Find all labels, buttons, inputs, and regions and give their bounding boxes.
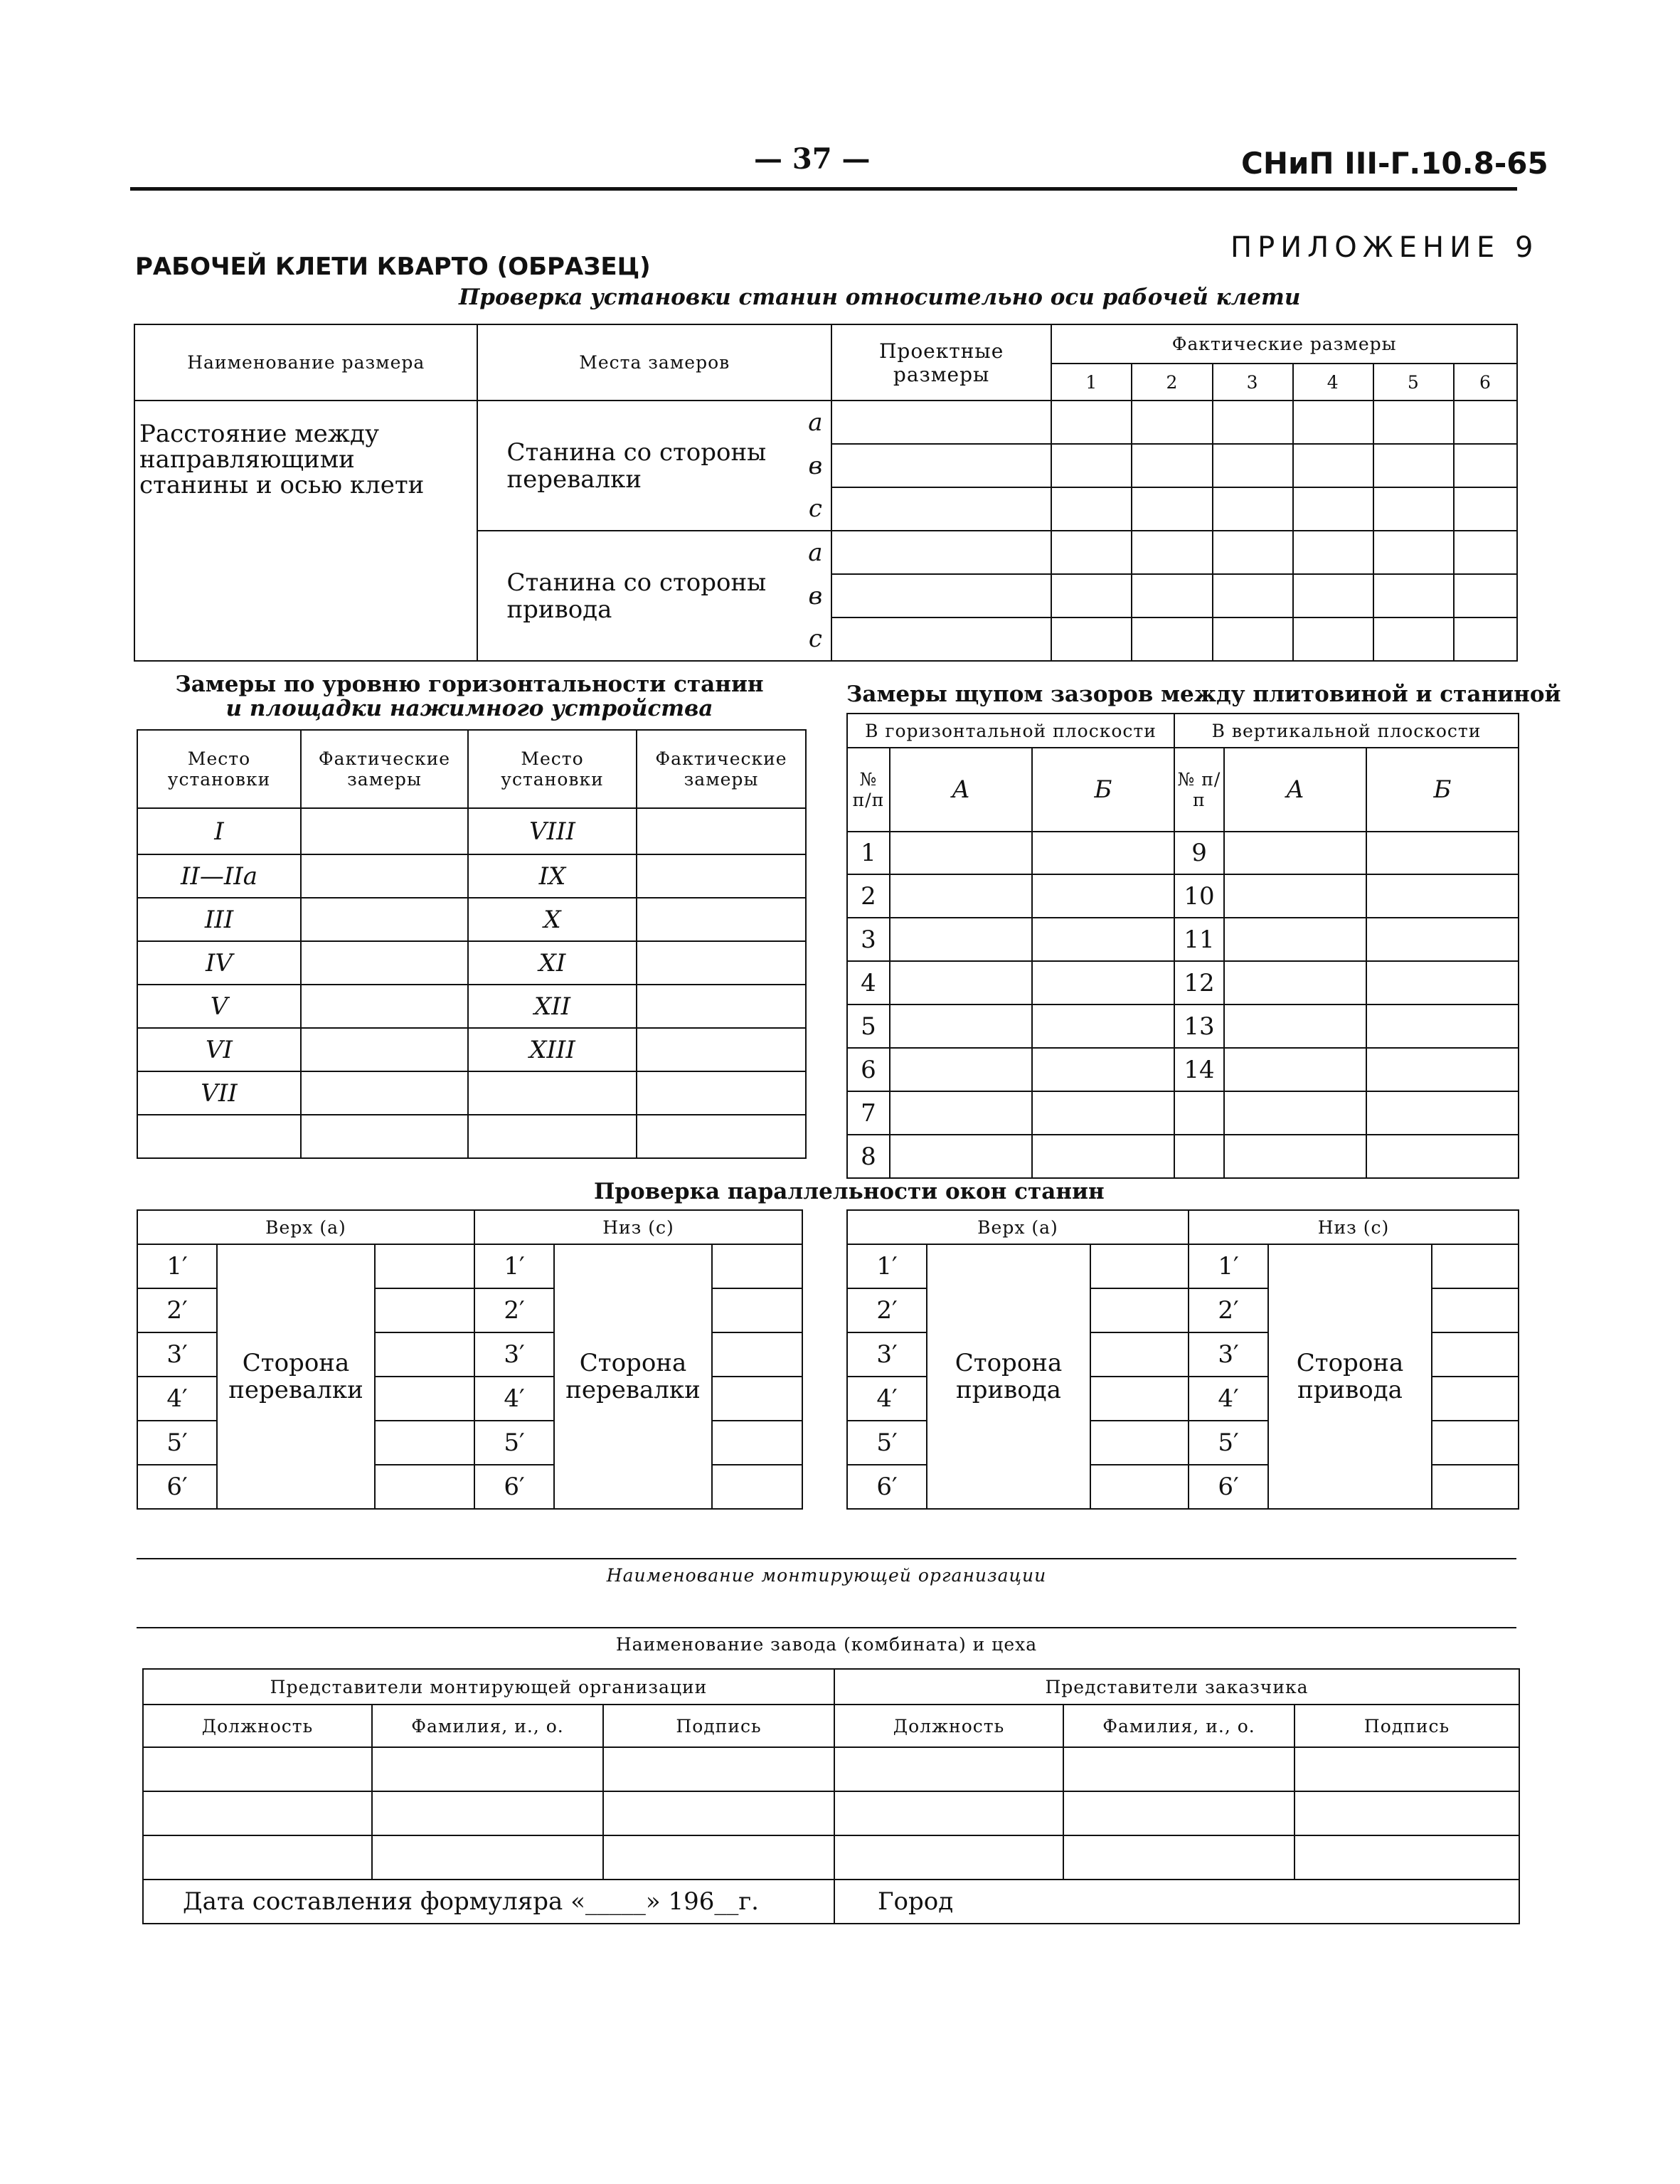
parallel-cell[interactable]	[375, 1332, 474, 1377]
parallel-cell[interactable]	[1090, 1421, 1189, 1465]
project-cell[interactable]	[831, 531, 1051, 574]
actual-col-1: 1	[1051, 364, 1132, 401]
place-mark: V	[137, 985, 301, 1028]
table4-caption: Проверка параллельности окон станин	[594, 1179, 1105, 1204]
actual-col-4: 4	[1293, 364, 1373, 401]
parallelism-drive-table	[846, 1209, 1519, 1510]
gap-cell[interactable]	[890, 1091, 1032, 1135]
gap-cell[interactable]	[1366, 1091, 1519, 1135]
point-a: а	[800, 531, 831, 574]
horizontal-plane-header: В горизонтальной плоскости	[847, 714, 1174, 748]
org-name-label: Наименование монтирующей организации	[606, 1565, 1047, 1586]
table2-caption	[135, 672, 804, 721]
table2-caption-line1: Замеры по уровню горизонтальности станин	[175, 672, 764, 697]
gap-cell[interactable]	[1032, 1135, 1174, 1178]
col-header-name: Фамилия, и., о.	[1063, 1705, 1294, 1747]
place-mark: IX	[468, 854, 637, 898]
parallel-cell[interactable]	[712, 1465, 802, 1509]
row-num: 11	[1174, 918, 1224, 961]
measure-cell[interactable]	[301, 941, 468, 985]
measure-cell[interactable]	[637, 1028, 806, 1071]
parallel-cell[interactable]	[712, 1377, 802, 1421]
parallel-cell[interactable]	[1090, 1332, 1189, 1377]
row-num: 2	[847, 874, 890, 918]
parallel-cell[interactable]	[1432, 1377, 1519, 1421]
col-header-a: А	[1224, 748, 1366, 832]
parallelism-rolling-table	[137, 1209, 803, 1510]
actual-col-2: 2	[1132, 364, 1212, 401]
point-c: с	[800, 487, 831, 531]
parallel-cell[interactable]	[712, 1244, 802, 1288]
actual-cell[interactable]	[1051, 617, 1132, 661]
point-c: с	[800, 617, 831, 661]
actual-cell[interactable]	[1454, 487, 1517, 531]
mark: 3′	[137, 1332, 217, 1377]
project-cell[interactable]	[831, 444, 1051, 487]
col-header-b: Б	[1366, 748, 1519, 832]
col-header-num: № п/п	[1174, 748, 1224, 832]
appendix-label: ПРИЛОЖЕНИЕ 9	[1230, 231, 1539, 264]
row-num: 6	[847, 1048, 890, 1091]
actual-cell[interactable]	[1293, 617, 1373, 661]
horizontality-table	[137, 729, 807, 1159]
actual-col-5: 5	[1373, 364, 1454, 401]
col-header-signature: Подпись	[1294, 1705, 1519, 1747]
measure-cell[interactable]	[301, 854, 468, 898]
row-num	[1174, 1135, 1224, 1178]
actual-cell[interactable]	[1051, 531, 1132, 574]
vertical-plane-header: В вертикальной плоскости	[1174, 714, 1519, 748]
parallel-cell[interactable]	[1432, 1244, 1519, 1288]
sign-cell[interactable]	[603, 1835, 834, 1880]
row-num: 1	[847, 832, 890, 874]
gap-cell[interactable]	[1224, 1135, 1366, 1178]
mark: 1′	[474, 1244, 554, 1288]
sign-cell[interactable]	[834, 1747, 1063, 1791]
place-mark	[137, 1115, 301, 1158]
side-drive-top: Сторона привода	[927, 1244, 1090, 1509]
actual-cell[interactable]	[1293, 487, 1373, 531]
col-header-name: Фамилия, и., о.	[372, 1705, 603, 1747]
col-header-a: А	[890, 748, 1032, 832]
top-header: Верх (а)	[847, 1210, 1189, 1244]
mark: 5′	[137, 1421, 217, 1465]
gap-cell[interactable]	[1032, 918, 1174, 961]
parallel-cell[interactable]	[1090, 1465, 1189, 1509]
col-header-actual-sizes: Фактические размеры	[1051, 324, 1517, 364]
place-mark: XI	[468, 941, 637, 985]
actual-cell[interactable]	[1132, 531, 1212, 574]
row-num: 10	[1174, 874, 1224, 918]
project-cell[interactable]	[831, 617, 1051, 661]
place-mark: XIII	[468, 1028, 637, 1071]
mark: 5′	[474, 1421, 554, 1465]
parallel-cell[interactable]	[712, 1421, 802, 1465]
plant-name-line[interactable]	[137, 1627, 1516, 1628]
table2-caption-line2: и площадки нажимного устройства	[225, 696, 713, 721]
sign-cell[interactable]	[1294, 1835, 1519, 1880]
place-mark: XII	[468, 985, 637, 1028]
plant-name-label: Наименование завода (комбината) и цеха	[615, 1634, 1038, 1655]
mark: 6′	[137, 1465, 217, 1509]
sign-cell[interactable]	[372, 1791, 603, 1835]
row-num: 8	[847, 1135, 890, 1178]
gap-cell[interactable]	[1224, 918, 1366, 961]
mark: 4′	[137, 1377, 217, 1421]
actual-cell[interactable]	[1132, 444, 1212, 487]
actual-cell[interactable]	[1051, 401, 1132, 444]
actual-cell[interactable]	[1293, 401, 1373, 444]
actual-cell[interactable]	[1213, 531, 1293, 574]
parallel-cell[interactable]	[1432, 1465, 1519, 1509]
sign-cell[interactable]	[372, 1747, 603, 1791]
gap-cell[interactable]	[1366, 918, 1519, 961]
actual-cell[interactable]	[1051, 444, 1132, 487]
place-mark	[468, 1115, 637, 1158]
sign-cell[interactable]	[1063, 1835, 1294, 1880]
gap-cell[interactable]	[890, 961, 1032, 1004]
mark: 2′	[137, 1288, 217, 1332]
sign-cell[interactable]	[603, 1747, 834, 1791]
row-num: 3	[847, 918, 890, 961]
date-field[interactable]: Дата составления формуляра «_____» 196__г.	[143, 1880, 834, 1924]
measure-cell[interactable]	[637, 898, 806, 941]
gap-cell[interactable]	[1366, 832, 1519, 874]
gap-cell[interactable]	[890, 1048, 1032, 1091]
actual-cell[interactable]	[1454, 444, 1517, 487]
gap-cell[interactable]	[1224, 874, 1366, 918]
gap-cell[interactable]	[890, 1004, 1032, 1048]
actual-cell[interactable]	[1132, 617, 1212, 661]
actual-cell[interactable]	[1454, 617, 1517, 661]
actual-cell[interactable]	[1051, 487, 1132, 531]
place-mark: III	[137, 898, 301, 941]
parallel-cell[interactable]	[1432, 1421, 1519, 1465]
parallel-cell[interactable]	[712, 1288, 802, 1332]
actual-cell[interactable]	[1373, 444, 1454, 487]
actual-cell[interactable]	[1132, 487, 1212, 531]
mark: 3′	[474, 1332, 554, 1377]
signatures-table	[142, 1668, 1520, 1924]
col-header-measure-places: Места замеров	[477, 324, 831, 401]
place-mark: VII	[137, 1071, 301, 1115]
gap-cell[interactable]	[1032, 961, 1174, 1004]
row-num: 4	[847, 961, 890, 1004]
sign-cell[interactable]	[603, 1791, 834, 1835]
mark: 1′	[847, 1244, 927, 1288]
mark: 6′	[847, 1465, 927, 1509]
actual-cell[interactable]	[1293, 531, 1373, 574]
place-mark: VI	[137, 1028, 301, 1071]
feeler-gauge-table	[846, 713, 1519, 1179]
parallel-cell[interactable]	[1090, 1244, 1189, 1288]
sign-cell[interactable]	[834, 1835, 1063, 1880]
gap-cell[interactable]	[1366, 961, 1519, 1004]
place-mark: IV	[137, 941, 301, 985]
sign-cell[interactable]	[1063, 1791, 1294, 1835]
bottom-header: Низ (с)	[1189, 1210, 1519, 1244]
group-rolling-side: Станина со стороны перевалки	[477, 401, 799, 531]
sign-cell[interactable]	[372, 1835, 603, 1880]
sign-cell[interactable]	[143, 1747, 372, 1791]
place-mark: VIII	[468, 808, 637, 854]
row-num: 5	[847, 1004, 890, 1048]
mark: 4′	[847, 1377, 927, 1421]
customer-reps-header: Представители заказчика	[834, 1669, 1519, 1705]
actual-col-3: 3	[1213, 364, 1293, 401]
measure-cell[interactable]	[301, 808, 468, 854]
row-num: 14	[1174, 1048, 1224, 1091]
gap-cell[interactable]	[1224, 1004, 1366, 1048]
col-header-size-name: Наименование размера	[134, 324, 477, 401]
actual-cell[interactable]	[1213, 444, 1293, 487]
col-header-num: № п/п	[847, 748, 890, 832]
table1-caption: Проверка установки станин относительно оси рабочей клети	[459, 285, 1301, 310]
side-rolling-bottom: Сторона перевалки	[554, 1244, 712, 1509]
header-rule	[130, 187, 1517, 191]
actual-cell[interactable]	[1454, 401, 1517, 444]
sign-cell[interactable]	[1294, 1791, 1519, 1835]
parallel-cell[interactable]	[1090, 1288, 1189, 1332]
col-header-place-right: Место установки	[468, 730, 637, 808]
col-header-actual-right: Фактические замеры	[637, 730, 806, 808]
actual-cell[interactable]	[1132, 401, 1212, 444]
col-header-position: Должность	[143, 1705, 372, 1747]
measure-cell[interactable]	[637, 985, 806, 1028]
city-field[interactable]: Город	[834, 1880, 1519, 1924]
doc-code: СНиП III-Г.10.8-65	[1241, 146, 1548, 181]
gap-cell[interactable]	[890, 918, 1032, 961]
measure-cell[interactable]	[637, 941, 806, 985]
actual-cell[interactable]	[1213, 617, 1293, 661]
side-rolling-top: Сторона перевалки	[217, 1244, 375, 1509]
gap-cell[interactable]	[890, 874, 1032, 918]
parallel-cell[interactable]	[375, 1244, 474, 1288]
measure-cell[interactable]	[301, 1071, 468, 1115]
measure-cell[interactable]	[637, 854, 806, 898]
place-mark: X	[468, 898, 637, 941]
mark: 3′	[1189, 1332, 1268, 1377]
parallel-cell[interactable]	[375, 1288, 474, 1332]
org-name-line[interactable]	[137, 1558, 1516, 1559]
sign-cell[interactable]	[1294, 1747, 1519, 1791]
actual-cell[interactable]	[1051, 574, 1132, 617]
gap-cell[interactable]	[1366, 874, 1519, 918]
col-header-place-left: Место установки	[137, 730, 301, 808]
side-drive-bottom: Сторона привода	[1268, 1244, 1432, 1509]
mark: 4′	[1189, 1377, 1268, 1421]
installer-reps-header: Представители монтирующей организации	[143, 1669, 834, 1705]
size-name-cell: Расстояние между направляющими станины и осью клети	[134, 401, 477, 661]
col-header-position: Должность	[834, 1705, 1063, 1747]
sign-cell[interactable]	[1063, 1747, 1294, 1791]
mark: 2′	[847, 1288, 927, 1332]
actual-cell[interactable]	[1132, 574, 1212, 617]
row-num: 9	[1174, 832, 1224, 874]
parallel-cell[interactable]	[1090, 1377, 1189, 1421]
measure-cell[interactable]	[301, 898, 468, 941]
bottom-header: Низ (с)	[474, 1210, 802, 1244]
col-header-actual-left: Фактические замеры	[301, 730, 468, 808]
stand-installation-table	[134, 324, 1518, 662]
actual-cell[interactable]	[1373, 487, 1454, 531]
actual-cell[interactable]	[1293, 574, 1373, 617]
gap-cell[interactable]	[1224, 1048, 1366, 1091]
table3-caption: Замеры щупом зазоров между плитовиной и станиной	[846, 682, 1561, 707]
actual-cell[interactable]	[1454, 531, 1517, 574]
row-num: 12	[1174, 961, 1224, 1004]
gap-cell[interactable]	[1032, 874, 1174, 918]
parallel-cell[interactable]	[375, 1465, 474, 1509]
measure-cell[interactable]	[301, 1028, 468, 1071]
gap-cell[interactable]	[1032, 832, 1174, 874]
col-header-b: Б	[1032, 748, 1174, 832]
project-cell[interactable]	[831, 401, 1051, 444]
parallel-cell[interactable]	[375, 1377, 474, 1421]
sign-cell[interactable]	[834, 1791, 1063, 1835]
mark: 5′	[847, 1421, 927, 1465]
mark: 1′	[137, 1244, 217, 1288]
gap-cell[interactable]	[1366, 1135, 1519, 1178]
place-mark: II—IIa	[137, 854, 301, 898]
sign-cell[interactable]	[143, 1835, 372, 1880]
gap-cell[interactable]	[1366, 1004, 1519, 1048]
actual-cell[interactable]	[1373, 574, 1454, 617]
point-a: а	[800, 401, 831, 444]
gap-cell[interactable]	[1224, 832, 1366, 874]
measure-cell[interactable]	[637, 1115, 806, 1158]
row-num: 13	[1174, 1004, 1224, 1048]
parallel-cell[interactable]	[1432, 1288, 1519, 1332]
measure-cell[interactable]	[637, 808, 806, 854]
gap-cell[interactable]	[1032, 1004, 1174, 1048]
point-v: в	[800, 444, 831, 487]
page-number: — 37 —	[754, 142, 871, 176]
parallel-cell[interactable]	[375, 1421, 474, 1465]
mark: 4′	[474, 1377, 554, 1421]
project-cell[interactable]	[831, 487, 1051, 531]
mark: 3′	[847, 1332, 927, 1377]
actual-cell[interactable]	[1454, 574, 1517, 617]
gap-cell[interactable]	[1224, 1091, 1366, 1135]
actual-cell[interactable]	[1373, 617, 1454, 661]
row-num: 7	[847, 1091, 890, 1135]
group-drive-side: Станина со стороны привода	[477, 531, 799, 661]
actual-cell[interactable]	[1213, 574, 1293, 617]
place-mark: I	[137, 808, 301, 854]
measure-cell[interactable]	[637, 1071, 806, 1115]
actual-cell[interactable]	[1213, 487, 1293, 531]
mark: 5′	[1189, 1421, 1268, 1465]
gap-cell[interactable]	[1032, 1048, 1174, 1091]
gap-cell[interactable]	[1032, 1091, 1174, 1135]
measure-cell[interactable]	[301, 985, 468, 1028]
mark: 6′	[1189, 1465, 1268, 1509]
col-header-signature: Подпись	[603, 1705, 834, 1747]
document-title: РАБОЧЕЙ КЛЕТИ КВАРТО (ОБРАЗЕЦ)	[135, 253, 651, 281]
actual-cell[interactable]	[1373, 401, 1454, 444]
gap-cell[interactable]	[1224, 961, 1366, 1004]
point-v: в	[800, 574, 831, 617]
mark: 2′	[1189, 1288, 1268, 1332]
actual-col-6: 6	[1454, 364, 1517, 401]
actual-cell[interactable]	[1293, 444, 1373, 487]
parallel-cell[interactable]	[1432, 1332, 1519, 1377]
col-header-project-sizes: Проектные размеры	[831, 324, 1051, 401]
parallel-cell[interactable]	[712, 1332, 802, 1377]
mark: 6′	[474, 1465, 554, 1509]
gap-cell[interactable]	[890, 832, 1032, 874]
sign-cell[interactable]	[143, 1791, 372, 1835]
gap-cell[interactable]	[1366, 1048, 1519, 1091]
top-header: Верх (а)	[137, 1210, 474, 1244]
measure-cell[interactable]	[301, 1115, 468, 1158]
actual-cell[interactable]	[1373, 531, 1454, 574]
project-cell[interactable]	[831, 574, 1051, 617]
place-mark	[468, 1071, 637, 1115]
actual-cell[interactable]	[1213, 401, 1293, 444]
row-num	[1174, 1091, 1224, 1135]
gap-cell[interactable]	[890, 1135, 1032, 1178]
mark: 2′	[474, 1288, 554, 1332]
mark: 1′	[1189, 1244, 1268, 1288]
